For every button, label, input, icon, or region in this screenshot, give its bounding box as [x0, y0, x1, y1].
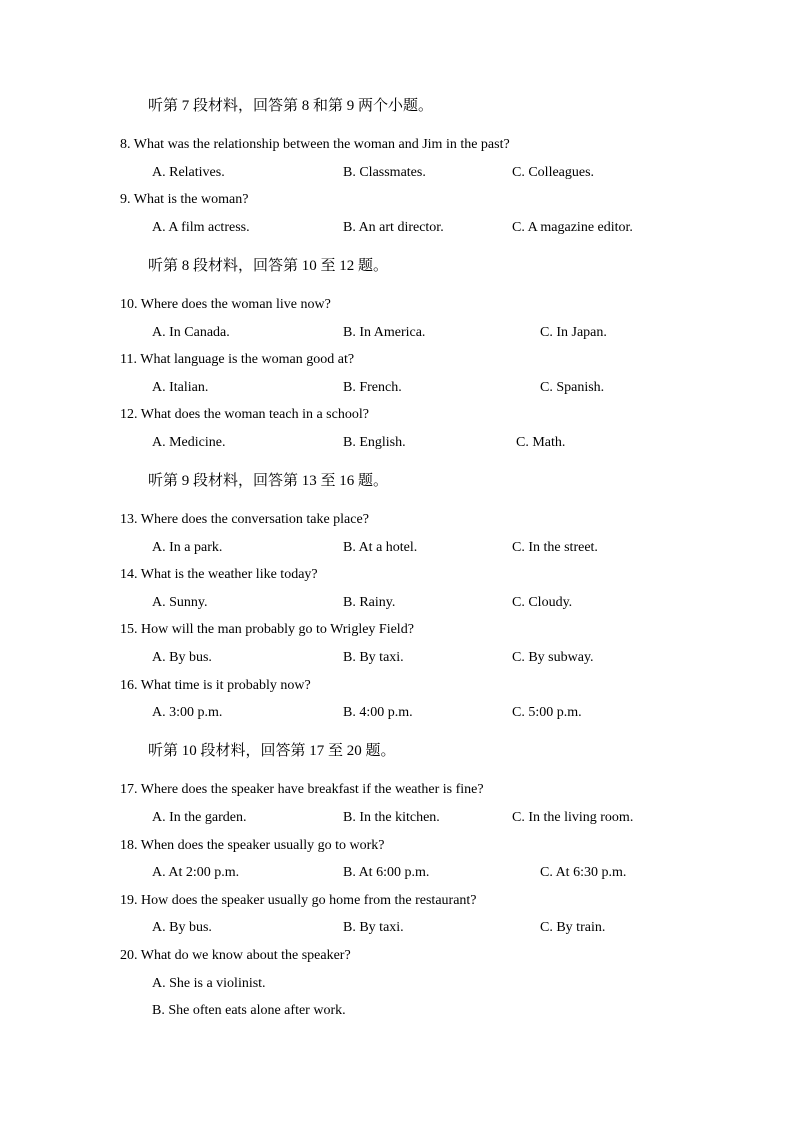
question-15-option-c: C. By subway.	[512, 650, 594, 665]
question-12: 12. What does the woman teach in a school?	[120, 407, 369, 422]
question-19-option-c: C. By train.	[540, 920, 606, 935]
question-10-option-a: A. In Canada.	[152, 325, 230, 340]
question-17: 17. Where does the speaker have breakfast if the weather is fine?	[120, 782, 484, 797]
question-13-option-c: C. In the street.	[512, 540, 598, 555]
question-14-option-c: C. Cloudy.	[512, 595, 573, 610]
question-19: 19. How does the speaker usually go home from the restaurant?	[120, 893, 477, 908]
question-18-option-b: B. At 6:00 p.m.	[343, 865, 430, 880]
question-9-option-b: B. An art director.	[343, 220, 444, 235]
question-11: 11. What language is the woman good at?	[120, 352, 355, 367]
question-16: 16. What time is it probably now?	[120, 678, 311, 693]
section-header-10: 听第 10 段材料，回答第 17 至 20 题。	[148, 743, 396, 759]
question-15-option-a: A. By bus.	[152, 650, 212, 665]
question-18: 18. When does the speaker usually go to work?	[120, 838, 385, 853]
question-8-option-b: B. Classmates.	[343, 165, 426, 180]
section-header-7: 听第 7 段材料，回答第 8 和第 9 两个小题。	[148, 98, 434, 114]
question-13-option-b: B. At a hotel.	[343, 540, 418, 555]
question-12-option-a: A. Medicine.	[152, 435, 226, 450]
section-header-9: 听第 9 段材料，回答第 13 至 16 题。	[148, 473, 389, 489]
section-header-8: 听第 8 段材料，回答第 10 至 12 题。	[148, 258, 389, 274]
question-13-option-a: A. In a park.	[152, 540, 223, 555]
question-16-option-b: B. 4:00 p.m.	[343, 705, 413, 720]
question-16-option-a: A. 3:00 p.m.	[152, 705, 223, 720]
question-16-option-c: C. 5:00 p.m.	[512, 705, 582, 720]
question-9-option-c: C. A magazine editor.	[512, 220, 633, 235]
question-18-option-c: C. At 6:30 p.m.	[540, 865, 627, 880]
question-17-option-b: B. In the kitchen.	[343, 810, 440, 825]
question-15: 15. How will the man probably go to Wrigley Field?	[120, 622, 414, 637]
question-8-option-a: A. Relatives.	[152, 165, 225, 180]
question-9: 9. What is the woman?	[120, 192, 249, 207]
question-8-option-c: C. Colleagues.	[512, 165, 595, 180]
question-15-option-b: B. By taxi.	[343, 650, 404, 665]
question-20: 20. What do we know about the speaker?	[120, 948, 351, 963]
question-18-option-a: A. At 2:00 p.m.	[152, 865, 240, 880]
question-9-option-a: A. A film actress.	[152, 220, 250, 235]
question-11-option-c: C. Spanish.	[540, 380, 605, 395]
question-12-option-b: B. English.	[343, 435, 406, 450]
question-11-option-b: B. French.	[343, 380, 402, 395]
question-17-option-c: C. In the living room.	[512, 810, 634, 825]
question-20-option-b: B. She often eats alone after work.	[152, 1003, 346, 1018]
question-17-option-a: A. In the garden.	[152, 810, 247, 825]
question-10-option-c: C. In Japan.	[540, 325, 607, 340]
question-10-option-b: B. In America.	[343, 325, 426, 340]
question-14-option-a: A. Sunny.	[152, 595, 208, 610]
question-19-option-b: B. By taxi.	[343, 920, 404, 935]
question-14-option-b: B. Rainy.	[343, 595, 396, 610]
question-14: 14. What is the weather like today?	[120, 567, 318, 582]
question-11-option-a: A. Italian.	[152, 380, 209, 395]
question-12-option-c: C. Math.	[516, 435, 566, 450]
question-19-option-a: A. By bus.	[152, 920, 212, 935]
question-8: 8. What was the relationship between the woman and Jim in the past?	[120, 137, 510, 152]
question-13: 13. Where does the conversation take place?	[120, 512, 369, 527]
question-10: 10. Where does the woman live now?	[120, 297, 331, 312]
question-20-option-a: A. She is a violinist.	[152, 976, 266, 991]
